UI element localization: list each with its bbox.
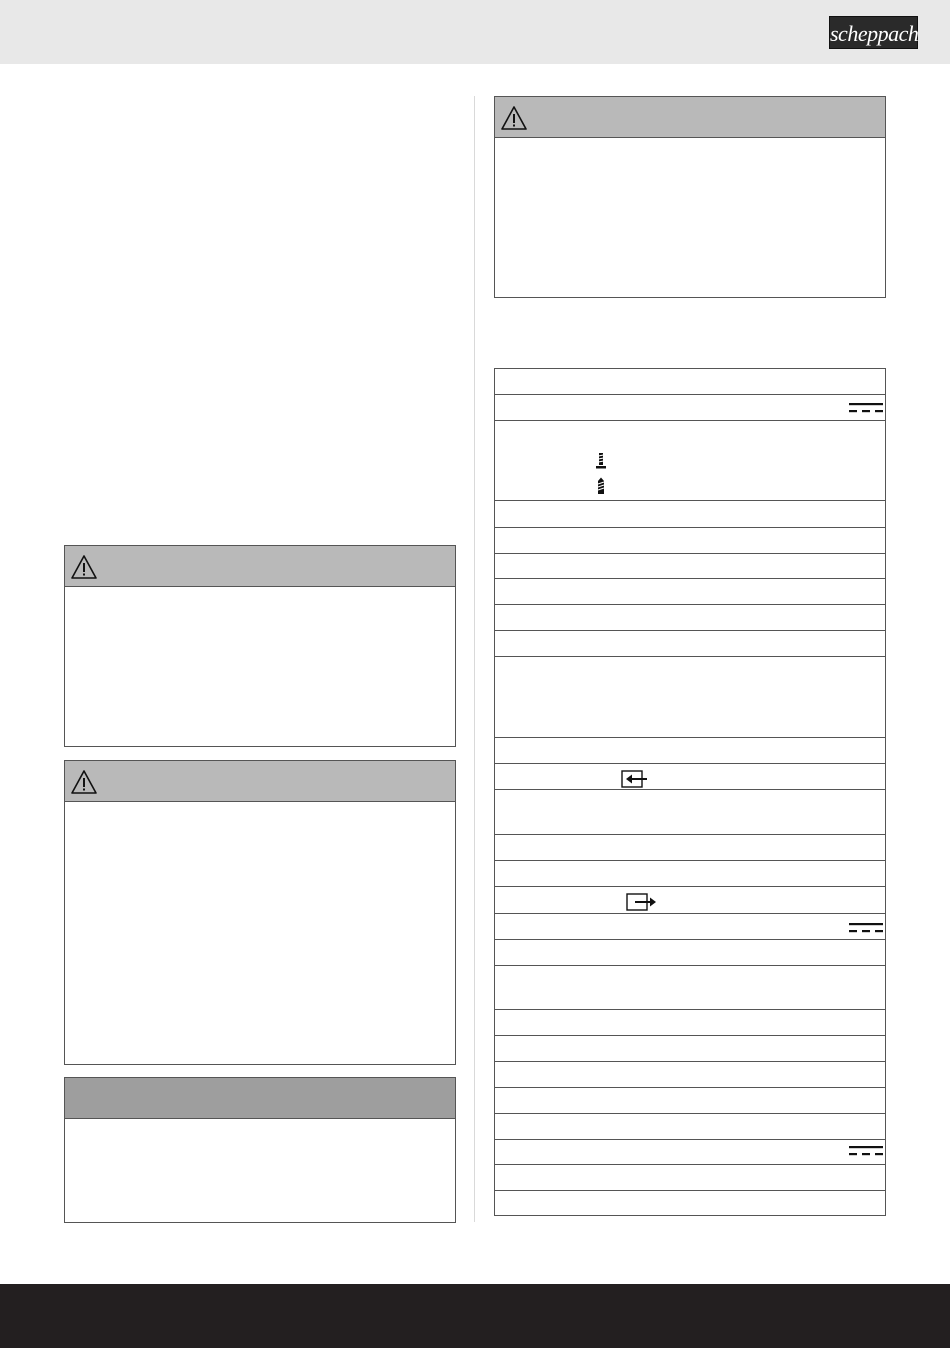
table-row-divider (495, 939, 885, 940)
table-row-divider (495, 1190, 885, 1191)
table-row-divider (495, 1164, 885, 1165)
table-row-divider (495, 1139, 885, 1140)
direct-current-symbol-icon (849, 402, 883, 414)
brand-logo-text: scheppach (830, 21, 919, 46)
brand-logo (829, 16, 918, 49)
warning-triangle-icon (500, 105, 528, 131)
table-row-divider (495, 913, 885, 914)
table-row-divider (495, 1061, 885, 1062)
warning-box-1 (64, 545, 456, 747)
table-row-divider (495, 860, 885, 861)
table-row-divider (495, 420, 885, 421)
technical-data-table (494, 368, 886, 1216)
table-row-divider (495, 886, 885, 887)
warning-triangle-icon (70, 554, 98, 580)
table-row-divider (495, 834, 885, 835)
footer-band (0, 1284, 950, 1348)
header-band (0, 0, 950, 64)
column-divider (474, 96, 475, 1222)
table-row-divider (495, 553, 885, 554)
warning-box-2 (64, 760, 456, 1065)
table-row-divider (495, 737, 885, 738)
table-row-divider (495, 789, 885, 790)
table-row-divider (495, 1035, 885, 1036)
table-row-divider (495, 500, 885, 501)
table-row-divider (495, 656, 885, 657)
note-box-header (65, 1078, 455, 1119)
warning-triangle-icon (70, 769, 98, 795)
warning-box-2-header (65, 761, 455, 802)
table-row-divider (495, 1009, 885, 1010)
warning-box-3-header (495, 97, 885, 138)
table-row-divider (495, 1087, 885, 1088)
table-row-divider (495, 527, 885, 528)
direct-current-symbol-icon (849, 1145, 883, 1157)
warning-box-1-header (65, 546, 455, 587)
table-row-divider (495, 578, 885, 579)
table-row-divider (495, 394, 885, 395)
table-row-divider (495, 604, 885, 605)
drill-bit-icon (596, 477, 606, 495)
output-arrow-icon (626, 893, 658, 911)
table-row-divider (495, 1113, 885, 1114)
table-row-divider (495, 630, 885, 631)
warning-box-3 (494, 96, 886, 298)
note-box (64, 1077, 456, 1223)
direct-current-symbol-icon (849, 922, 883, 934)
table-row-divider (495, 763, 885, 764)
input-arrow-icon (621, 770, 649, 788)
screw-icon (595, 451, 607, 469)
table-row-divider (495, 965, 885, 966)
